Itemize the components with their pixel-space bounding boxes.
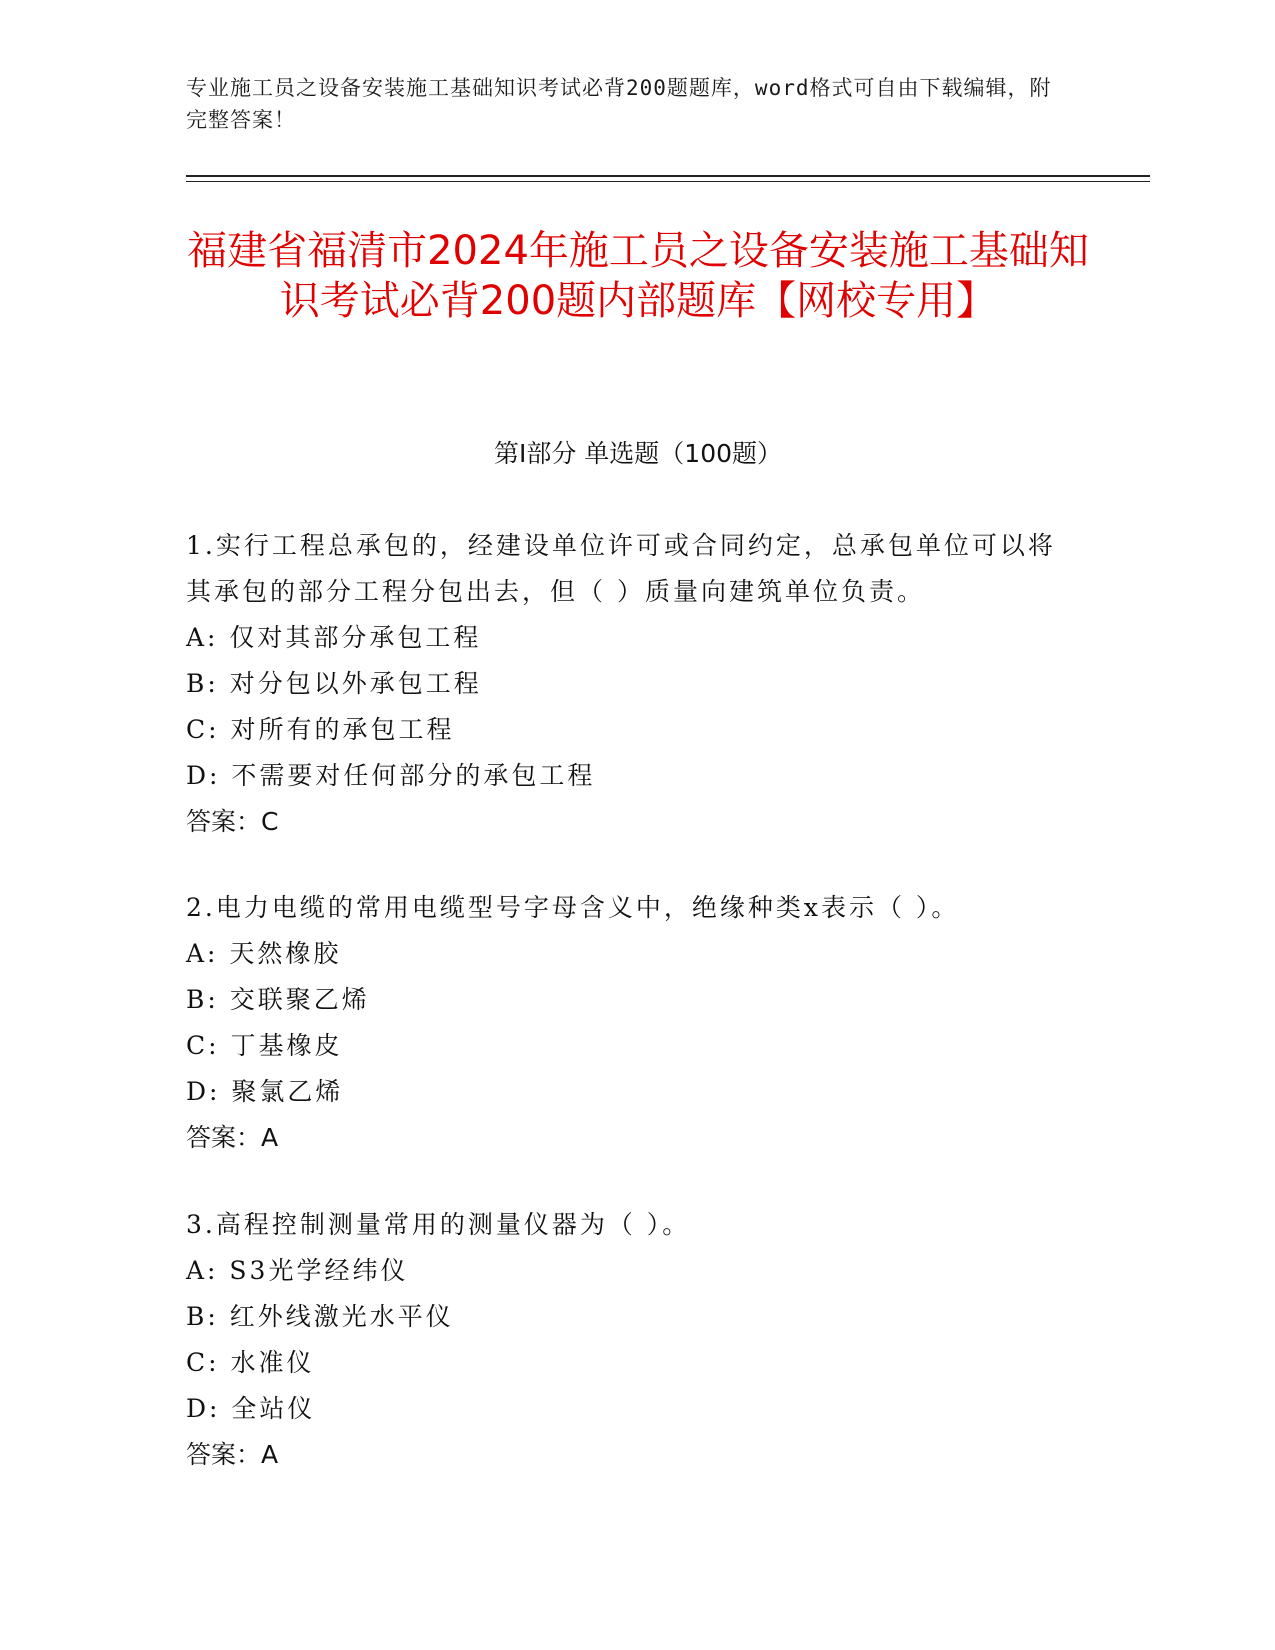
question-3 (186, 1202, 1066, 1478)
option-d: D: 全站仪 (186, 1394, 316, 1423)
option-b: B: 红外线激光水平仪 (186, 1302, 454, 1331)
option-a: A: S3光学经纬仪 (186, 1256, 409, 1285)
header-note: 专业施工员之设备安装施工基础知识考试必背200题题库，word格式可自由下载编辑，附完整答案！ (186, 76, 1052, 132)
document-title: 福建省福清市2024年施工员之设备安装施工基础知识考试必背200题内部题库【网校专用】 (187, 228, 1089, 324)
option-a: A: 天然橡胶 (186, 939, 342, 968)
answer: 答案：A (186, 1440, 279, 1469)
header-rule-thin (186, 181, 1150, 182)
option-c: C: 水准仪 (186, 1348, 315, 1377)
option-d: D: 不需要对任何部分的承包工程 (186, 761, 596, 790)
section-title: 第I部分 单选题（100题） (493, 439, 783, 468)
answer: 答案：C (186, 807, 279, 836)
option-d: D: 聚氯乙烯 (186, 1077, 344, 1106)
option-c: C: 丁基橡皮 (186, 1031, 343, 1060)
option-b: B: 对分包以外承包工程 (186, 669, 482, 698)
answer: 答案：A (186, 1123, 279, 1152)
question-stem: 2.电力电缆的常用电缆型号字母含义中，绝缘种类x表示（ ）。 (186, 893, 960, 922)
option-c: C: 对所有的承包工程 (186, 715, 455, 744)
question-stem: 3.高程控制测量常用的测量仪器为（ ）。 (186, 1210, 691, 1239)
header-rule-thick (186, 175, 1150, 177)
question-stem: 1.实行工程总承包的，经建设单位许可或合同约定，总承包单位可以将其承包的部分工程分包出去，但（ ）质量向建筑单位负责。 (186, 531, 1056, 606)
option-b: B: 交联聚乙烯 (186, 985, 370, 1014)
question-2 (186, 885, 1066, 1161)
option-a: A: 仅对其部分承包工程 (186, 623, 482, 652)
question-1 (186, 523, 1066, 845)
